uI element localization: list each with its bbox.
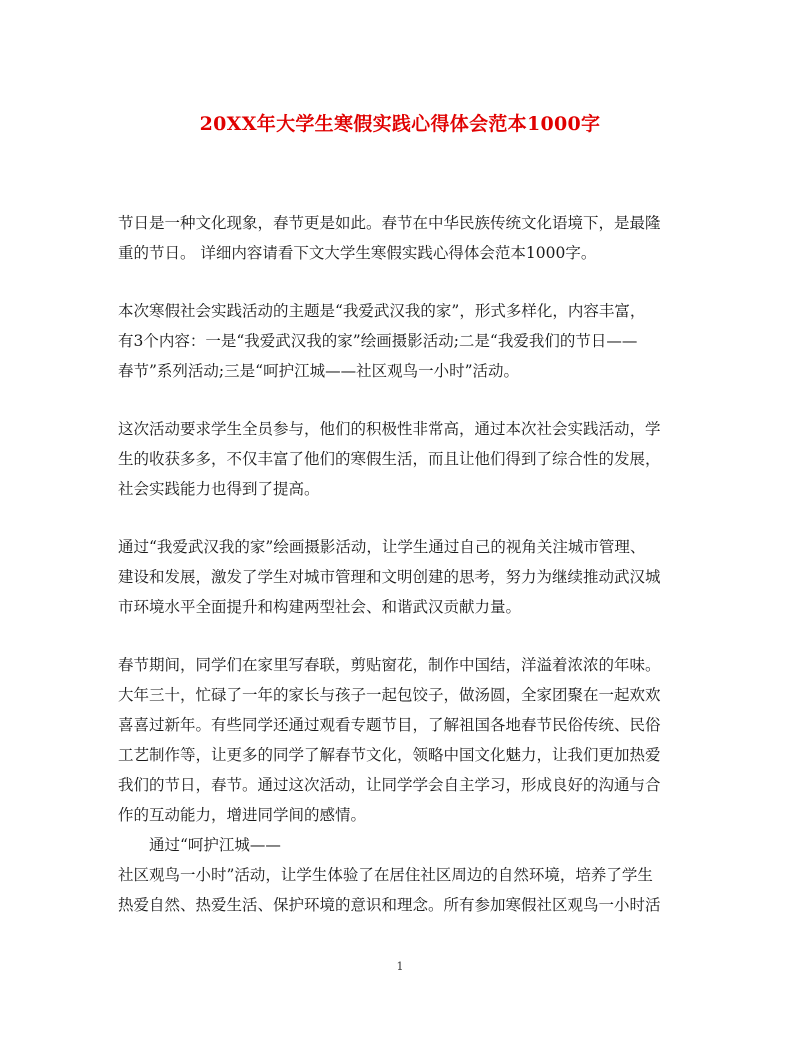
paragraph-line: 春节”系列活动;三是“呵护江城——社区观鸟一小时”活动。 bbox=[118, 362, 519, 380]
paragraph-line: 通过“我爱武汉我的家”绘画摄影活动，让学生通过自己的视角关注城市管理、 bbox=[118, 538, 646, 556]
paragraph-1 bbox=[118, 208, 678, 268]
paragraph-line: 社会实践能力也得到了提高。 bbox=[118, 480, 320, 498]
paragraph-line: 建设和发展，激发了学生对城市管理和文明创建的思考，努力为继续推动武汉城 bbox=[118, 568, 661, 586]
paragraph-line: 重的节日。 详细内容请看下文大学生寒假实践心得体会范本1000字。 bbox=[118, 244, 597, 262]
page-number: 1 bbox=[396, 960, 404, 973]
paragraph-line: 作的互动能力，增进同学间的感情。 bbox=[118, 806, 367, 824]
paragraph-line: 我们的节日，春节。通过这次活动，让同学学会自主学习，形成良好的沟通与合 bbox=[118, 776, 661, 794]
paragraph-line: 工艺制作等，让更多的同学了解春节文化，领略中国文化魅力，让我们更加热爱 bbox=[118, 746, 661, 764]
paragraph-line: 大年三十，忙碌了一年的家长与孩子一起包饺子，做汤圆，全家团聚在一起欢欢 bbox=[118, 686, 661, 704]
paragraph-4 bbox=[118, 532, 678, 622]
paragraph-line: 通过“呵护江城—— bbox=[149, 836, 281, 854]
paragraph-line: 春节期间，同学们在家里写春联，剪贴窗花，制作中国结，洋溢着浓浓的年味。 bbox=[118, 656, 661, 674]
paragraph-line: 市环境水平全面提升和构建两型社会、和谐武汉贡献力量。 bbox=[118, 598, 522, 616]
paragraph-3 bbox=[118, 414, 678, 504]
paragraph-2 bbox=[118, 296, 678, 386]
paragraph-line: 本次寒假社会实践活动的主题是“我爱武汉我的家”，形式多样化，内容丰富， bbox=[118, 302, 646, 320]
paragraph-line: 热爱自然、热爱生活、保护环境的意识和理念。所有参加寒假社区观鸟一小时活 bbox=[118, 896, 661, 914]
paragraph-line: 这次活动要求学生全员参与，他们的积极性非常高，通过本次社会实践活动，学 bbox=[118, 420, 661, 438]
paragraph-line: 生的收获多多，不仅丰富了他们的寒假生活，而且让他们得到了综合性的发展， bbox=[118, 450, 661, 468]
paragraph-6 bbox=[118, 830, 678, 920]
paragraph-line: 节日是一种文化现象，春节更是如此。春节在中华民族传统文化语境下，是最隆 bbox=[118, 214, 661, 232]
paragraph-line: 社区观鸟一小时”活动，让学生体验了在居住社区周边的自然环境，培养了学生 bbox=[118, 866, 653, 884]
document-body bbox=[118, 208, 678, 920]
paragraph-5 bbox=[118, 650, 678, 830]
paragraph-line: 喜喜过新年。有些同学还通过观看专题节目，了解祖国各地春节民俗传统、民俗 bbox=[118, 716, 661, 734]
document-title: 20XX年大学生寒假实践心得体会范本1000字 bbox=[199, 113, 601, 135]
paragraph-line: 有3个内容：一是“我爱武汉我的家”绘画摄影活动;二是“我爱我们的节日—— bbox=[118, 332, 638, 350]
